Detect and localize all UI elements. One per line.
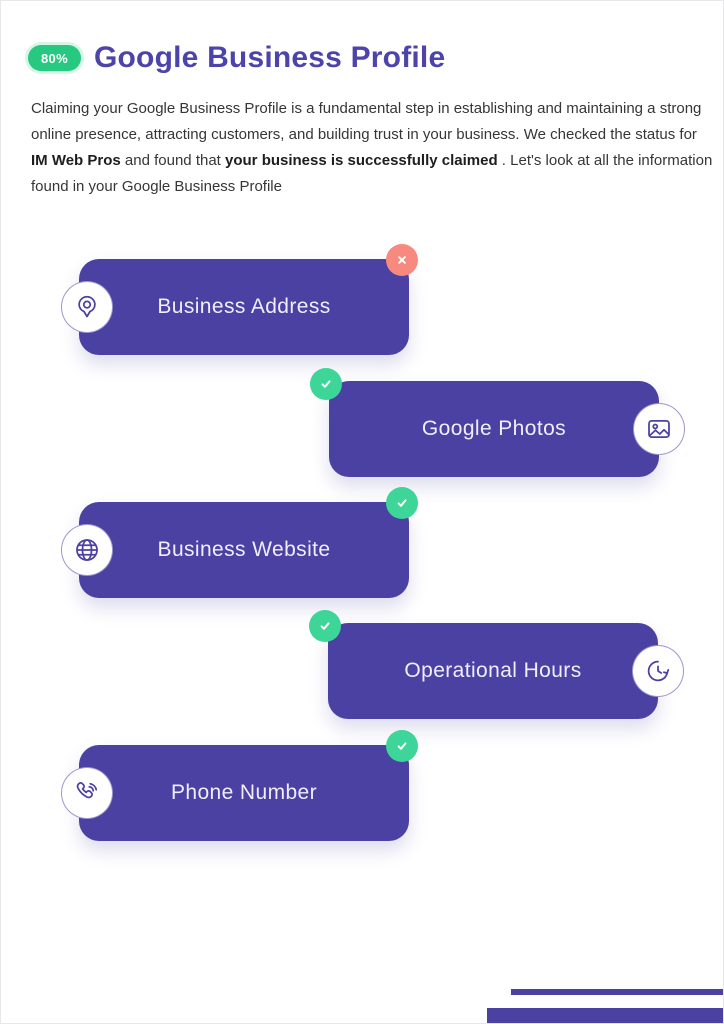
map-pin-icon (61, 281, 113, 333)
card-label: Google Photos (421, 417, 567, 440)
score-badge: 80% (28, 45, 81, 71)
claim-status-text: your business is successfully claimed (225, 152, 498, 169)
card-business-address[interactable] (79, 259, 409, 355)
page-header (28, 41, 445, 75)
check-badge (386, 730, 418, 762)
intro-text: Claiming your Google Business Profile is a fundamental step in establishing and maintaining a strong online presence, attracting customers, and building trust in your business. We checked the status for (31, 100, 702, 143)
check-badge (309, 610, 341, 642)
phone-icon (61, 767, 113, 819)
intro-text: and found that (120, 152, 226, 169)
footer-bar-thick (487, 1008, 724, 1023)
card-label: Business Address (157, 295, 331, 318)
photo-icon (633, 403, 685, 455)
clock-history-icon (632, 645, 684, 697)
check-badge (386, 487, 418, 519)
card-label: Operational Hours (404, 659, 582, 682)
check-badge (310, 368, 342, 400)
card-label: Business Website (157, 538, 331, 561)
card-operational-hours[interactable] (328, 623, 658, 719)
card-business-website[interactable] (79, 502, 409, 598)
intro-text: . Let's look at all the information found in your Google Business Profile (31, 152, 713, 195)
cross-badge (386, 244, 418, 276)
globe-icon (61, 524, 113, 576)
intro-paragraph (31, 96, 713, 200)
card-phone-number[interactable] (79, 745, 409, 841)
page-title: Google Business Profile (94, 41, 446, 74)
card-label: Phone Number (170, 781, 318, 804)
business-name: IM Web Pros (31, 152, 121, 169)
card-google-photos[interactable] (329, 381, 659, 477)
footer-bar-thin (511, 989, 724, 995)
